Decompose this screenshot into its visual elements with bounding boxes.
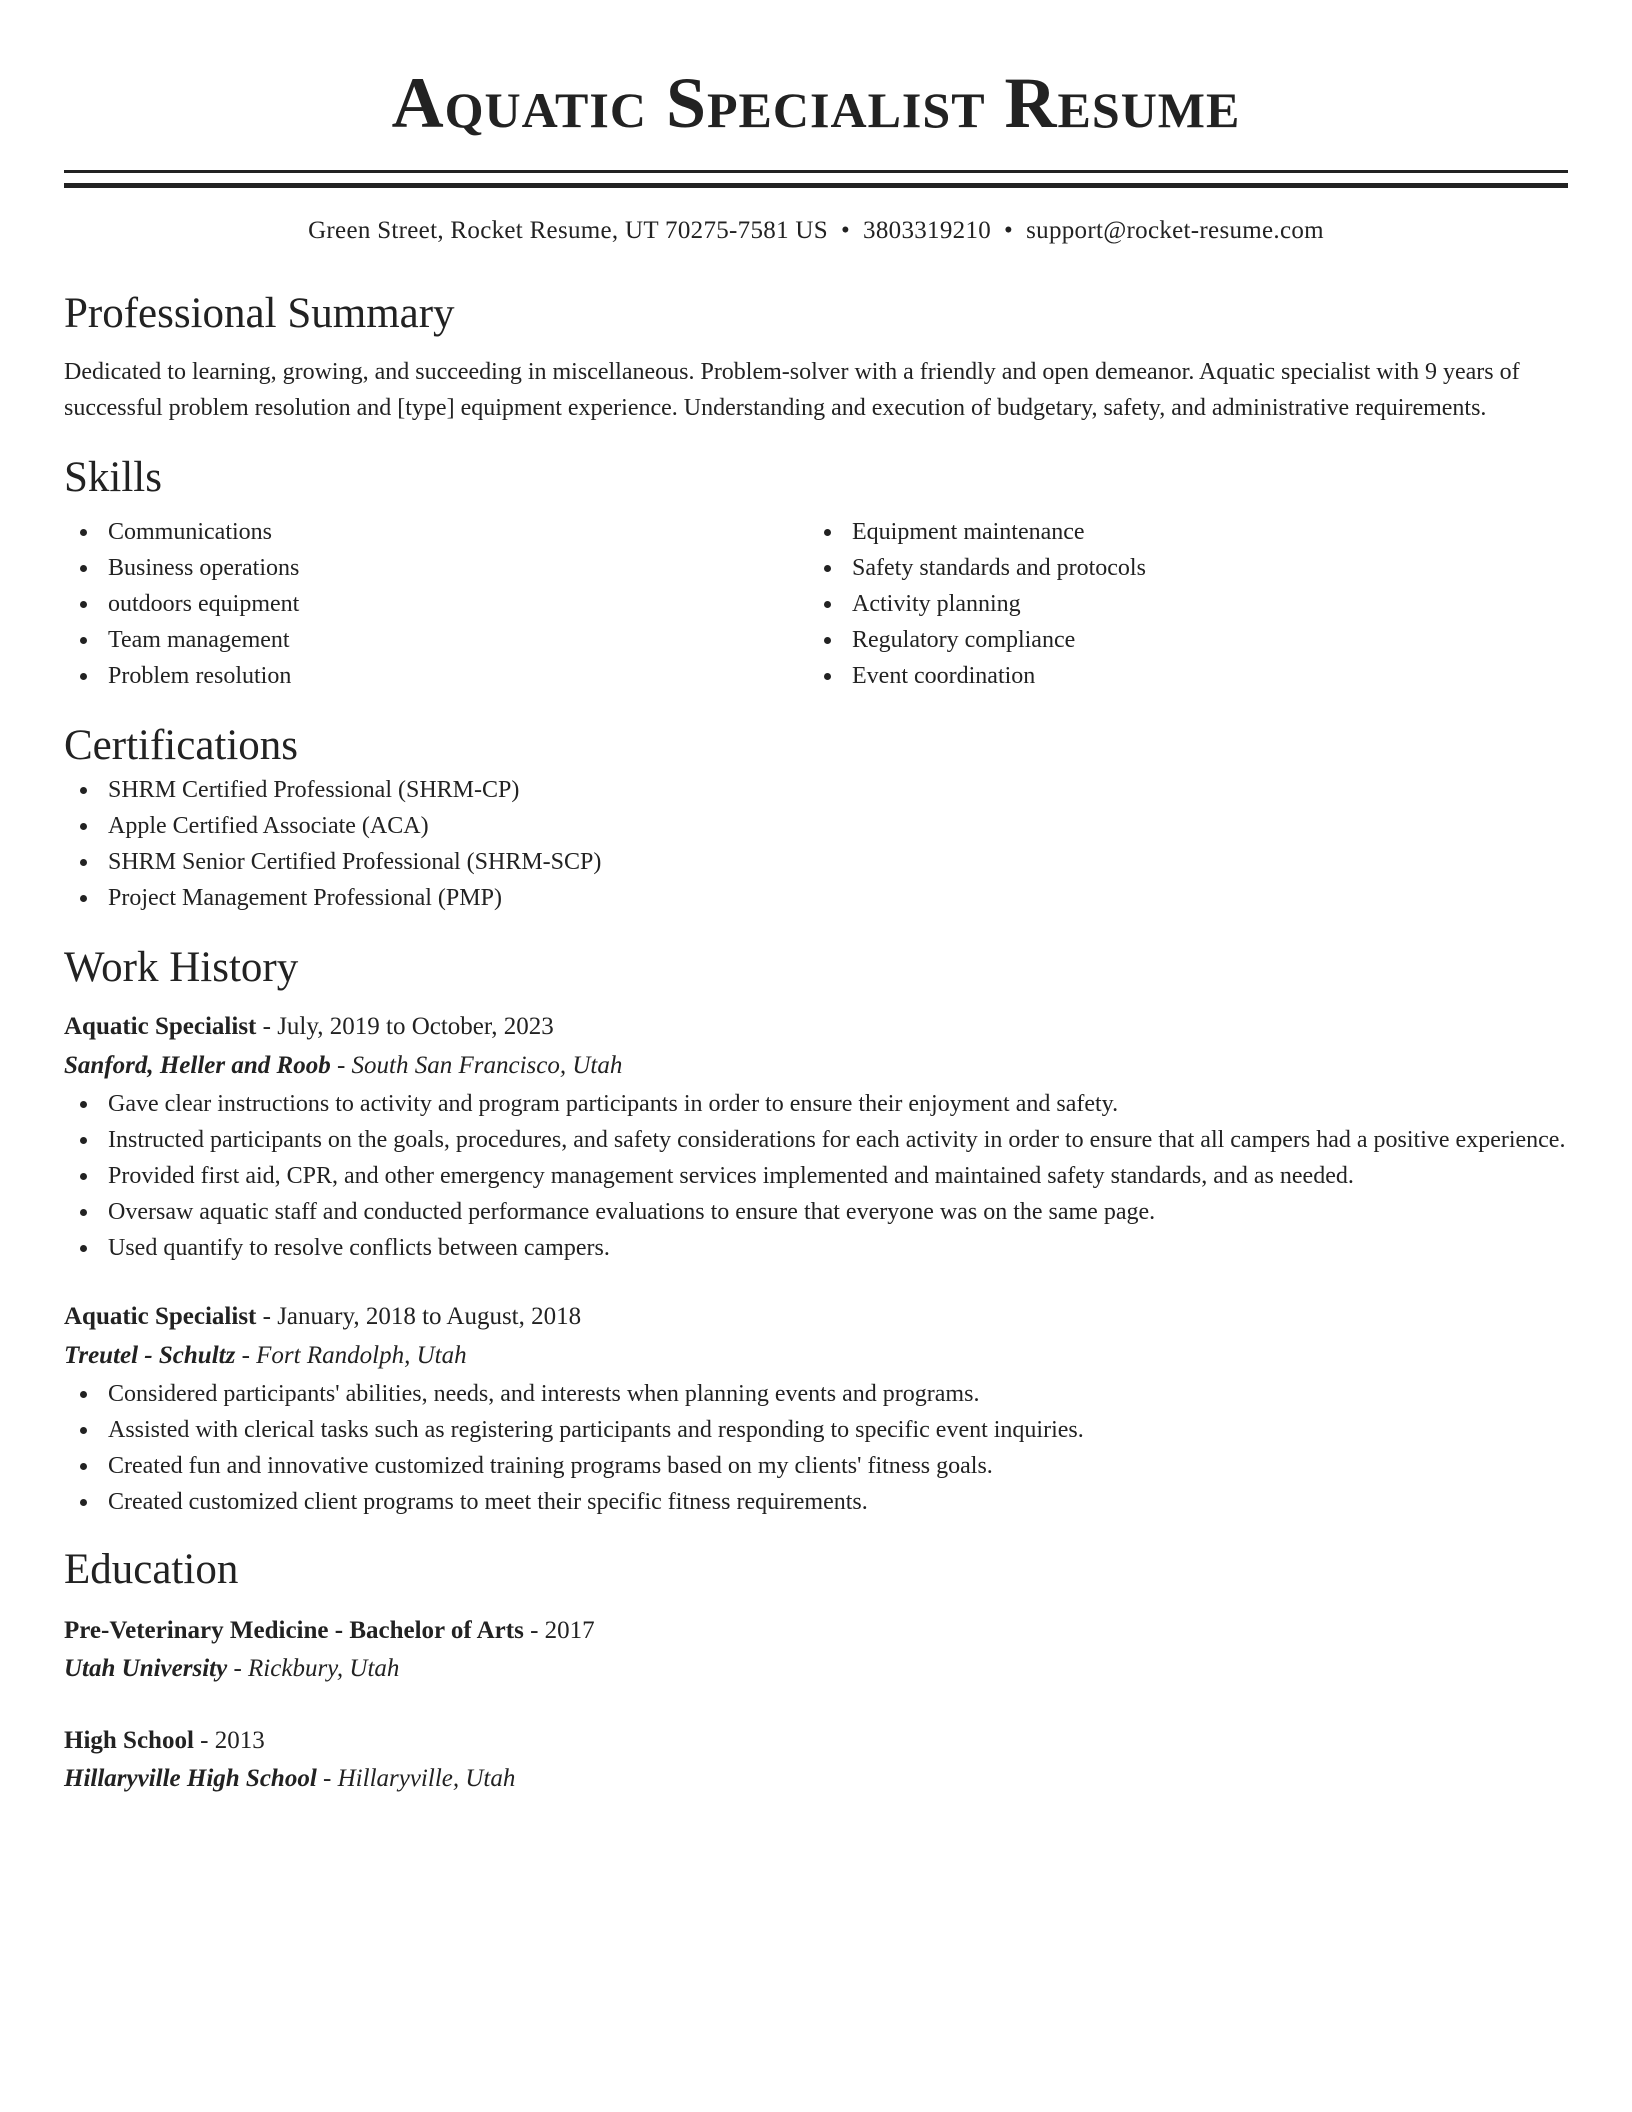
skills-column-left bbox=[64, 514, 808, 694]
contact-address: Green Street, Rocket Resume, UT 70275-7581 US bbox=[308, 217, 828, 244]
skills-column-right bbox=[808, 514, 1552, 694]
education-heading: Education bbox=[64, 1546, 239, 1593]
education-school: Hillaryville High School bbox=[64, 1765, 317, 1792]
certification-item: Apple Certified Associate (ACA) bbox=[64, 808, 1568, 844]
education-year: - 2017 bbox=[523, 1617, 595, 1644]
education-degree: Pre-Veterinary Medicine - Bachelor of Arts bbox=[64, 1617, 524, 1644]
contact-separator: • bbox=[840, 217, 851, 244]
skills-list-left bbox=[64, 514, 808, 694]
job-company: Sanford, Heller and Roob bbox=[64, 1052, 331, 1079]
job-duty: Created fun and innovative customized training programs based on my clients' fitness goals. bbox=[64, 1448, 1568, 1484]
job-duty: Instructed participants on the goals, procedures, and safety considerations for each activity in order to ensure that all campers had a positive experience. bbox=[64, 1122, 1568, 1158]
certification-item: Project Management Professional (PMP) bbox=[64, 880, 1568, 916]
skill-item: Communications bbox=[64, 514, 808, 550]
skills-list-right bbox=[808, 514, 1552, 694]
skills-columns bbox=[64, 514, 1568, 694]
education-year: - 2013 bbox=[193, 1727, 265, 1754]
title-divider bbox=[64, 170, 1568, 188]
education-degree: High School bbox=[64, 1727, 194, 1754]
certifications-heading: Certifications bbox=[64, 722, 299, 769]
job-company: Treutel - Schultz bbox=[64, 1342, 236, 1369]
job-title: Aquatic Specialist bbox=[64, 1303, 257, 1330]
job-company-line bbox=[64, 1336, 1568, 1376]
skill-item: Activity planning bbox=[808, 586, 1552, 622]
job-duties-list bbox=[64, 1376, 1568, 1520]
job-duty: Considered participants' abilities, needs, and interests when planning events and programs. bbox=[64, 1376, 1568, 1412]
job-company-line bbox=[64, 1046, 1568, 1086]
education-location: - Rickbury, Utah bbox=[227, 1655, 400, 1682]
work-history-heading: Work History bbox=[64, 944, 299, 991]
job-duty: Provided first aid, CPR, and other emergency management services implemented and maintained safety standards, and as needed. bbox=[64, 1158, 1568, 1194]
skills-heading: Skills bbox=[64, 454, 162, 501]
education-school-line bbox=[64, 1650, 1568, 1688]
job-location: - Fort Randolph, Utah bbox=[235, 1342, 467, 1369]
education-entry bbox=[64, 1722, 1568, 1798]
education-degree-line bbox=[64, 1722, 1568, 1760]
education-school-line bbox=[64, 1760, 1568, 1798]
job-duty: Used quantify to resolve conflicts between campers. bbox=[64, 1230, 1568, 1266]
summary-heading: Professional Summary bbox=[64, 290, 455, 337]
job-entry bbox=[64, 1298, 1568, 1520]
skill-item: outdoors equipment bbox=[64, 586, 808, 622]
skill-item: Safety standards and protocols bbox=[808, 550, 1552, 586]
skill-item: Problem resolution bbox=[64, 658, 808, 694]
job-location: - South San Francisco, Utah bbox=[330, 1052, 623, 1079]
job-title-line bbox=[64, 1298, 1568, 1336]
job-duty: Assisted with clerical tasks such as registering participants and responding to specific event inquiries. bbox=[64, 1412, 1568, 1448]
job-dates: - January, 2018 to August, 2018 bbox=[256, 1303, 582, 1330]
certifications-list bbox=[64, 772, 1568, 916]
contact-phone: 3803319210 bbox=[863, 217, 992, 244]
contact-email[interactable]: support@rocket-resume.com bbox=[1026, 217, 1324, 244]
skill-item: Event coordination bbox=[808, 658, 1552, 694]
education-entry bbox=[64, 1612, 1568, 1688]
job-entry bbox=[64, 1008, 1568, 1266]
job-duty: Gave clear instructions to activity and program participants in order to ensure their enjoyment and safety. bbox=[64, 1086, 1568, 1122]
skill-item: Regulatory compliance bbox=[808, 622, 1552, 658]
summary-text: Dedicated to learning, growing, and succeeding in miscellaneous. Problem-solver with a friendly and open demeanor. Aquatic specialist with 9 years of successful problem resolution and [type] equipment experience. Understanding and execution of budgetary, safety, and administrative requirements. bbox=[64, 359, 1520, 421]
resume-title: Aquatic Specialist Resume bbox=[391, 63, 1241, 143]
job-title: Aquatic Specialist bbox=[64, 1013, 257, 1040]
job-duties-list bbox=[64, 1086, 1568, 1266]
skill-item: Business operations bbox=[64, 550, 808, 586]
education-school: Utah University bbox=[64, 1655, 228, 1682]
job-dates: - July, 2019 to October, 2023 bbox=[256, 1013, 554, 1040]
job-title-line bbox=[64, 1008, 1568, 1046]
contact-separator: • bbox=[1004, 217, 1014, 244]
contact-line bbox=[64, 214, 1568, 248]
education-location: - Hillaryville, Utah bbox=[316, 1765, 516, 1792]
certification-item: SHRM Senior Certified Professional (SHRM-SCP) bbox=[64, 844, 1568, 880]
certification-item: SHRM Certified Professional (SHRM-CP) bbox=[64, 772, 1568, 808]
job-duty: Oversaw aquatic staff and conducted performance evaluations to ensure that everyone was on the same page. bbox=[64, 1194, 1568, 1230]
skill-item: Team management bbox=[64, 622, 808, 658]
education-degree-line bbox=[64, 1612, 1568, 1650]
job-duty: Created customized client programs to meet their specific fitness requirements. bbox=[64, 1484, 1568, 1520]
skill-item: Equipment maintenance bbox=[808, 514, 1552, 550]
